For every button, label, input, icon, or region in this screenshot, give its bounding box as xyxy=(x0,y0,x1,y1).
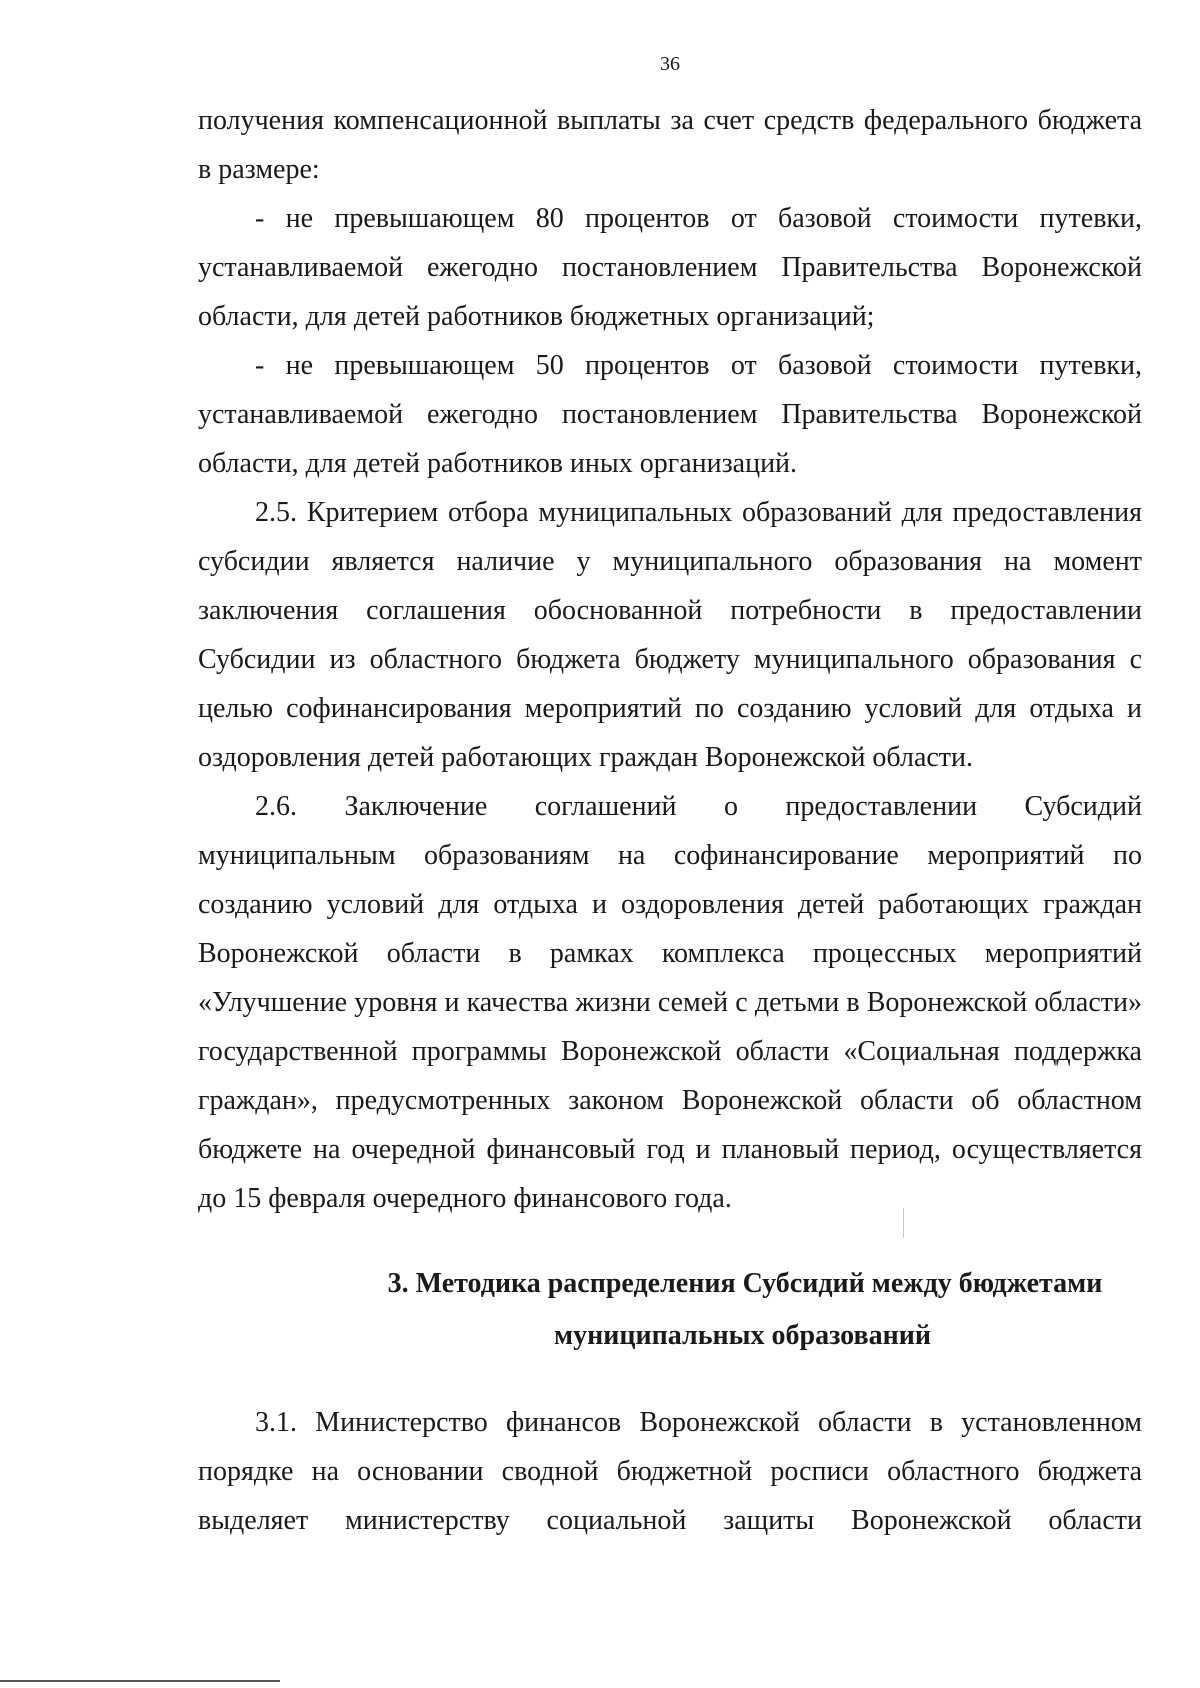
section-3-heading xyxy=(198,1258,1142,1362)
section-3-heading-line-2: муниципальных образований xyxy=(554,1320,931,1351)
section-3-heading-line-1: 3. Методика распределения Субсидий между бюджетами xyxy=(387,1268,1103,1299)
paragraph-2-6: 2.6. Заключение соглашений о предоставлении Субсидий муниципальным образованиям на софинансирование мероприятий по созданию условий для отдыха и оздоровления детей работающих граждан Воронежской области в рамках комплекса процессных мероприятий «Улучшение уровня и качества жизни семей с детьми в Воронежской области» государственной программы Воронежской области «Социальная поддержка граждан», предусмотренных законом Воронежской области об областном бюджете на очередной финансовый год и плановый период, осуществляется до 15 февраля очередного финансового года. xyxy=(198,791,1142,1214)
paragraph-continuation: получения компенсационной выплаты за счет средств федерального бюджета в размере: xyxy=(198,105,1142,185)
page-number: 36 xyxy=(660,53,680,75)
list-item-other-organizations: - не превышающем 50 процентов от базовой стоимости путевки, устанавливаемой ежегодно постановлением Правительства Воронежской области, для детей работников иных организаций. xyxy=(198,350,1142,479)
paragraph-2-5: 2.5. Критерием отбора муниципальных образований для предоставления субсидии является наличие у муниципального образования на момент заключения соглашения обоснованной потребности в предоставлении Субсидии из областного бюджета бюджету муниципального образования с целью софинансирования мероприятий по созданию условий для отдыха и оздоровления детей работающих граждан Воронежской области. xyxy=(198,497,1142,773)
list-item-budget-organizations: - не превышающем 80 процентов от базовой стоимости путевки, устанавливаемой ежегодно постановлением Правительства Воронежской области, для детей работников бюджетных организаций; xyxy=(198,203,1142,332)
footer-divider xyxy=(0,1680,280,1682)
paragraph-3-1: 3.1. Министерство финансов Воронежской области в установленном порядке на основании сводной бюджетной росписи областного бюджета выделяет министерству социальной защиты Воронежской области xyxy=(198,1407,1142,1536)
section-3-body xyxy=(198,1398,1142,1545)
document-body xyxy=(198,96,1142,1223)
scan-artifact xyxy=(903,1208,904,1238)
